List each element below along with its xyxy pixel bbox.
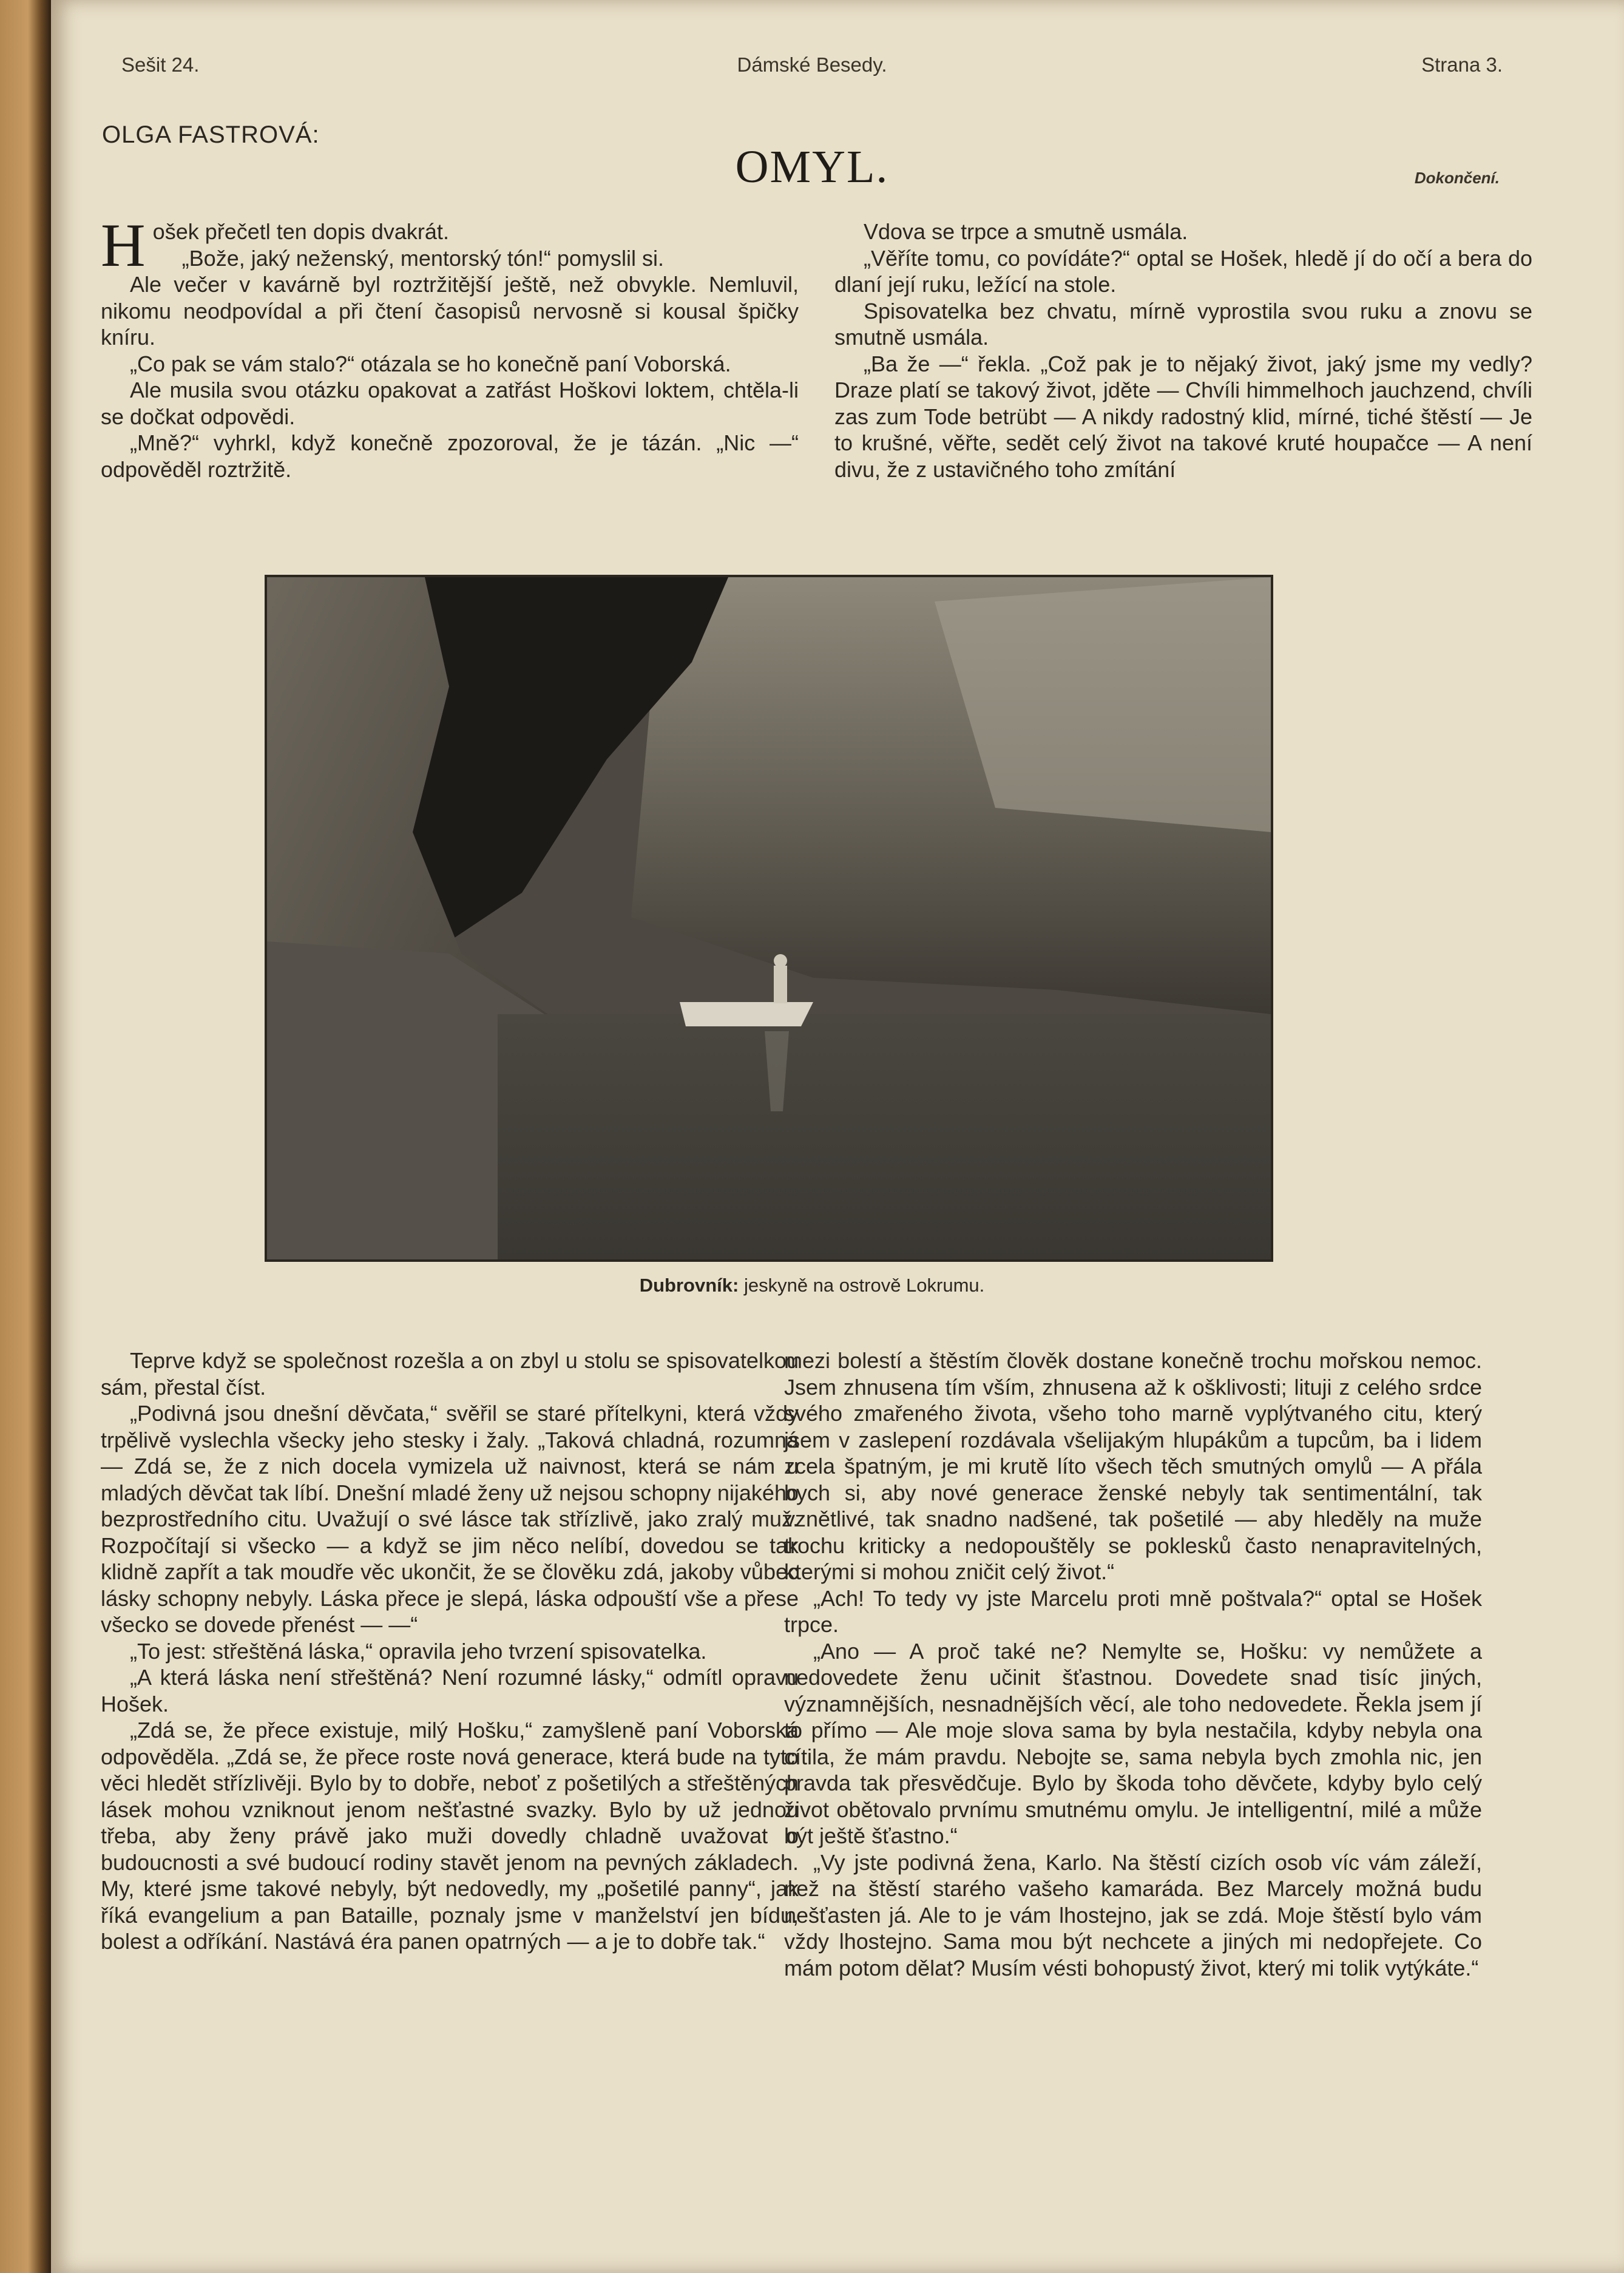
paragraph: „Mně?“ vyhrkl, když konečně zpozoroval, že je tázán. „Nic —“ odpověděl roztržitě.: [101, 430, 799, 482]
paragraph: Vdova se trpce a smutně usmála.: [864, 219, 1188, 244]
paragraph: „Ach! To tedy vy jste Marcelu proti mně poštvala?“ optal se Hošek trpce.: [784, 1585, 1482, 1637]
running-header: [121, 53, 1503, 84]
paragraph: „Ba že —“ řekla. „Což pak je to nějaký život, jaký jsme my vedly? Draze platí se takový život, jděte — Chvíli himmelhoch jauchzend, chvíli zas zum Tode betrübt — A nikdy radostný klid, mírné, tiché štěstí — Je to krušné, věřte, sedět celý život na takové kruté houpačce — A není divu, že z ustavičného toho zmítání: [834, 351, 1532, 482]
caption-place: Dubrovník:: [639, 1275, 739, 1296]
cave-photo-illustration: [267, 577, 1271, 1259]
text-column-1: [101, 211, 799, 483]
paragraph: „Zdá se, že přece existuje, milý Hošku,“ zamyšleně paní Voborská odpověděla. „Zdá se, že přece roste nová generace, která bude na tyto věci hledět střízlivěji. Bylo by to dobře, neboť z pošetilých a střeštěných lásek mohou vzniknout jenom nešťastné svazky. Bylo by už jednou třeba, aby ženy právě jako muži dovedly chladně uvažovat o budoucnosti a své budoucí rodiny stavět jenom na pevných základech. My, které jsme takové nebyly, být nedovedly, my „pošetilé panny“, jak říká evangelium a pan Bataille, poznaly jsme v manželství jen bídu, bolest a odříkání. Nastává éra panen opatrných — a je to dobře tak.“: [101, 1718, 799, 1954]
paragraph: mezi bolestí a štěstím člověk dostane konečně trochu mořskou nemoc. Jsem zhnusena tím vším, zhnusena až k ošklivosti; lituji z celého srdce svého zmařeného života, všeho toho marně vyplýtvaného citu, který jsem v zaslepení rozdávala všelijakým hlupákům a tupcům, ba i lidem zcela špatným, je mi krutě líto všech těch smutných omylů — A přála bych si, aby nové generace ženské nebyly tak sentimentální, tak vznětlivé, tak snadno nadšené, tak pošetilé — aby hleděly na muže trochu kriticky a nedopouštěly se poklesků často nenapravitelných, kterými si mohou zničit celý život.“: [784, 1348, 1482, 1584]
continuation-note: Dokončení.: [1414, 169, 1500, 187]
cave-photograph: [265, 575, 1273, 1262]
paragraph: Spisovatelka bez chvatu, mírně vyprostila svou ruku a znovu se smutně usmála.: [834, 298, 1532, 350]
paragraph: „Co pak se vám stalo?“ otázala se ho konečně paní Voborská.: [130, 351, 731, 376]
article-author: OLGA FASTROVÁ:: [102, 121, 320, 148]
paragraph: „Podivná jsou dnešní děvčata,“ svěřil se staré přítelkyni, která vždy trpělivě vyslechla všecky jeho stesky i žaly. „Taková chladná, rozumná — Zdá se, že z nich docela vymizela už naivnost, která se nám u mladých děvčat tak líbí. Dnešní mladé ženy už nejsou schopny nijakého bezprostředního citu. Uvažují o své lásce tak střízlivě, jako zralý muž. Rozpočítají si všecko — a když se jim něco nelíbí, dovedou se tak klidně zapřít a tak moudře věc ukončit, že se člověku zdá, jakoby vůbec lásky schopny nebyly. Láska přece je slepá, láska odpouští vše a přese všecko se dovede přenést — —“: [101, 1401, 799, 1637]
caption-text: jeskyně na ostrově Lokrumu.: [739, 1275, 985, 1296]
book-binding-edge: [0, 0, 51, 2273]
paragraph: Teprve když se společnost rozešla a on zbyl u stolu se spisovatelkou sám, přestal číst.: [101, 1348, 799, 1400]
paragraph: Ale musila svou otázku opakovat a zatřást Hoškovi loktem, chtěla-li se dočkat odpovědi.: [101, 378, 799, 429]
drop-cap: H: [101, 211, 146, 280]
paragraph: „Vy jste podivná žena, Karlo. Na štěstí cizích osob víc vám záleží, než na štěstí starého vašeho kamaráda. Bez Marcely možná budu nešťasten já. Ale to je vám lhostejno, jak se zdá. Moje štěstí bylo vám vždy lhostejno. Sama mou být nechcete a jiných mi nedopřejete. Co mám potom dělat? Musím vésti bohopustý život, který mi tolik vytýkáte.“: [784, 1849, 1482, 1980]
magazine-name: Dámské Besedy.: [737, 53, 887, 76]
photo-caption: [0, 1275, 1624, 1296]
paragraph: „Věříte tomu, co povídáte?“ optal se Hošek, hledě jí do očí a bera do dlaní její ruku, ležící na stole.: [834, 245, 1532, 297]
paragraph: „A která láska není střeštěná? Není rozumné lásky,“ odmítl opravu Hošek.: [101, 1665, 799, 1716]
paragraph: Hošek přečetl ten dopis dvakrát.: [101, 211, 449, 280]
paragraph: Ale večer v kavárně byl roztržitější ještě, než obvykle. Nemluvil, nikomu neodpovídal a při čtení časopisů nervosně si kousal špičky kníru.: [101, 272, 799, 350]
text-column-2: [834, 218, 1532, 483]
paragraph: „Bože, jaký neženský, mentorský tón!“ pomyslil si.: [181, 245, 664, 271]
paragraph: „Ano — A proč také ne? Nemylte se, Hošku: vy nemůžete a nedovedete ženu učinit šťastnou. Dovedete snad tisíc jiných, významnějších, nesnadnějších věcí, ale toho nedovedete. Řekla jsem jí to přímo — Ale moje slova sama by byla nestačila, kdyby nebyla ona cítila, že mám pravdu. Nebojte se, sama nebyla bych zmohla nic, jen pravda tak přesvědčuje. Bylo by škoda toho děvčete, kdyby bylo celý život obětovalo prvnímu smutnému omylu. Je intelligentní, milé a může být ještě šťastno.“: [784, 1638, 1482, 1848]
issue-number: Sešit 24.: [121, 53, 200, 76]
page-number: Strana 3.: [1421, 53, 1503, 76]
article-title: OMYL.: [735, 141, 889, 192]
paragraph: „To jest: střeštěná láska,“ opravila jeho tvrzení spisovatelka.: [130, 1638, 707, 1664]
text-column-3: [101, 1347, 799, 1955]
text-column-4: [784, 1347, 1482, 1981]
